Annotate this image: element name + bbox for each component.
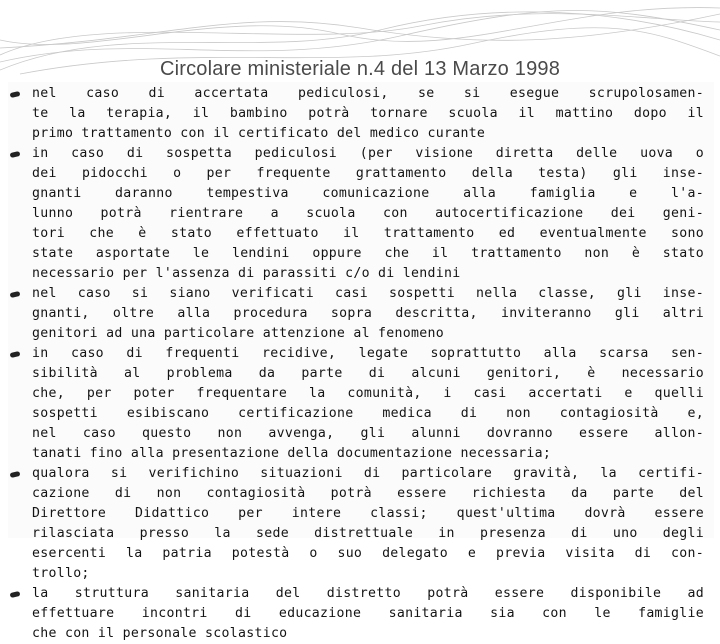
text-line: qualora si verifichino situazioni di particolare gravità, la certifi- xyxy=(32,466,704,481)
text-line: esercenti la patria potestà o suo delegato e previa visita di con- xyxy=(32,546,704,561)
text-line: effettuare incontri di educazione sanitaria sia con le famiglie xyxy=(32,606,704,621)
text-line: sibilità al problema da parte di alcuni genitori, è necessario xyxy=(32,366,704,381)
bullet-paragraph xyxy=(8,144,714,284)
bullet-dash-icon xyxy=(10,151,21,158)
bullet-dash-icon xyxy=(10,351,21,358)
text-line: sospetti esibiscano certificazione medica di non contagiosità e, xyxy=(32,406,704,421)
text-line: nel caso si siano verificati casi sospetti nella classe, gli inse- xyxy=(32,286,704,301)
text-line: rilasciata presso la sede distrettuale in presenza di uno degli xyxy=(32,526,704,541)
bullet-dash-icon xyxy=(10,591,21,598)
text-line: genitori ad una particolare attenzione al fenomeno xyxy=(32,326,444,341)
page-title: Circolare ministeriale n.4 del 13 Marzo 1998 xyxy=(159,58,561,80)
scanned-circular-text xyxy=(8,82,714,641)
text-line: Direttore Didattico per intere classi; quest'ultima dovrà essere xyxy=(32,506,704,521)
text-line: tanati fino alla presentazione della documentazione necessaria; xyxy=(32,446,552,461)
text-line: lunno potrà rientrare a scuola con autocertificazione dei geni- xyxy=(32,206,704,221)
bullet-dash-icon xyxy=(10,91,21,98)
bullet-dash-icon xyxy=(10,291,21,298)
text-line: cazione di non contagiosità potrà essere richiesta da parte del xyxy=(32,486,704,501)
text-line: te la terapia, il bambino potrà tornare scuola il mattino dopo il xyxy=(32,106,704,121)
text-line: necessario per l'assenza di parassiti c/o di lendini xyxy=(32,266,461,281)
bullet-dash-icon xyxy=(10,471,21,478)
text-line: state asportate le lendini oppure che il trattamento non è stato xyxy=(32,246,704,261)
text-line: in caso di frequenti recidive, legate soprattutto alla scarsa sen- xyxy=(32,346,704,361)
text-line: in caso di sospetta pediculosi (per visione diretta delle uova o xyxy=(32,146,704,161)
bullet-paragraph xyxy=(8,464,714,584)
text-line: gnanti, oltre alla procedura sopra descritta, inviteranno gli altri xyxy=(32,306,704,321)
text-line: che con il personale scolastico xyxy=(32,626,288,641)
text-line: dei pidocchi o per frequente grattamento della testa) gli inse- xyxy=(32,166,704,181)
text-line: nel caso questo non avvenga, gli alunni dovranno essere allon- xyxy=(32,426,704,441)
text-line: che, per poter frequentare la comunità, i casi accertati e quelli xyxy=(32,386,704,401)
bullet-paragraph xyxy=(8,284,714,344)
text-line: trollo; xyxy=(32,566,90,581)
bullet-paragraph xyxy=(8,344,714,464)
text-line: primo trattamento con il certificato del medico curante xyxy=(32,126,486,141)
bullet-paragraph xyxy=(8,584,714,644)
text-line: tori che è stato effettuato il trattamento ed eventualmente sono xyxy=(32,226,704,241)
text-line: nel caso di accertata pediculosi, se si esegue scrupolosamen- xyxy=(32,86,704,101)
text-line: la struttura sanitaria del distretto potrà essere disponibile ad xyxy=(32,586,704,601)
bullet-paragraph xyxy=(8,84,714,144)
text-line: gnanti daranno tempestiva comunicazione alla famiglia e l'a- xyxy=(32,186,704,201)
